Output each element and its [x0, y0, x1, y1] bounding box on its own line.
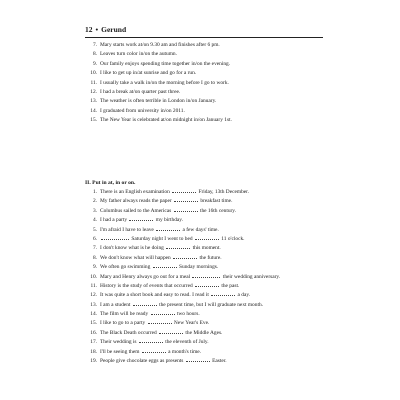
list-item: 16. The Black Death occurred the Middle Ages. [90, 329, 223, 336]
answer-blank[interactable] [166, 248, 190, 249]
list-item: 13. I am a student the present time, but I will graduate next month. [90, 301, 263, 308]
answer-blank[interactable] [133, 305, 157, 306]
answer-blank[interactable] [142, 352, 166, 353]
list-item: 3. Columbus sailed to the Americas the 16th century. [92, 207, 236, 214]
list-item: 11. History is the study of events that occurred the past. [90, 282, 240, 289]
list-item: 7. I don't know what is he doing this moment. [92, 245, 221, 252]
list-item: 4. I had a party my birthday. [92, 217, 183, 224]
answer-blank[interactable] [153, 267, 177, 268]
answer-blank[interactable] [156, 230, 180, 231]
header-rule [85, 37, 323, 38]
list-item: 10. I like to get up in/at sunrise and go for a run. [90, 70, 197, 77]
answer-blank[interactable] [101, 239, 129, 240]
list-item: 10. Mary and Henry always go out for a meal their wedding anniversary. [90, 273, 281, 280]
list-item: 5. I'm afraid I have to leave a few days' time. [92, 226, 219, 233]
list-item: 17. Their wedding is the eleventh of July. [90, 339, 209, 346]
answer-blank[interactable] [151, 314, 175, 315]
answer-blank[interactable] [174, 211, 198, 212]
answer-blank[interactable] [148, 323, 172, 324]
answer-blank[interactable] [174, 201, 198, 202]
answer-blank[interactable] [211, 295, 235, 296]
list-item: 9. Our family enjoys spending time together in/on the evening. [92, 60, 231, 67]
list-item: 8. Leaves turn color in/on the autumn. [92, 51, 177, 58]
header-bullet: • [95, 25, 99, 34]
list-item: 19. People give chocolate eggs as presents Easter. [90, 358, 227, 365]
answer-blank[interactable] [173, 258, 197, 259]
answer-blank[interactable] [139, 342, 163, 343]
list-item: 12. It was quite a short book and easy to read. I read it a day. [90, 292, 251, 299]
list-item: 9. We often go swimming Sunday mornings. [92, 264, 219, 271]
exercise-heading: II. Put in at, in or on. [85, 180, 136, 186]
list-item: 7. Mary starts work at/on 9.30 am and finishes after 6 pm. [92, 42, 220, 48]
answer-blank[interactable] [159, 333, 183, 334]
list-item: 13. The weather is often terrible in London in/on January. [90, 98, 217, 105]
answer-blank[interactable] [129, 220, 153, 221]
list-item: 14. I graduated from university in/on 2011. [90, 107, 185, 114]
list-item: 11. I usually take a walk in/on the morning before I go to work. [90, 79, 229, 86]
exercise-1-continued [85, 41, 323, 126]
list-item: 8. We don't know what will happen the future. [92, 254, 222, 261]
list-item: 15. I like to go to a party New Year's Eve. [90, 320, 210, 327]
list-item: 1. There is an English examination Friday, 13th December. [92, 189, 250, 195]
answer-blank[interactable] [195, 239, 219, 240]
answer-blank[interactable] [172, 192, 196, 193]
list-item: 6. Saturday night I went to bed 11 o'clock. [92, 235, 245, 242]
list-item: 15. The New Year is celebrated at/on midnight in/on January 1st. [90, 117, 232, 124]
answer-blank[interactable] [195, 286, 219, 287]
list-item: 2. My father always reads the paper breakfast time. [92, 198, 233, 205]
chapter-title: Gerund [101, 25, 127, 34]
list-item: 12. I had a break at/on quarter past three. [90, 88, 181, 95]
exercise-2 [85, 178, 323, 366]
answer-blank[interactable] [186, 361, 210, 362]
page-number: 12 [85, 25, 93, 34]
answer-blank[interactable] [192, 277, 220, 278]
page-header [85, 25, 323, 34]
list-item: 18. I'll be seeing them a month's time. [90, 348, 202, 355]
list-item: 14. The film will be ready two hours. [90, 311, 200, 318]
